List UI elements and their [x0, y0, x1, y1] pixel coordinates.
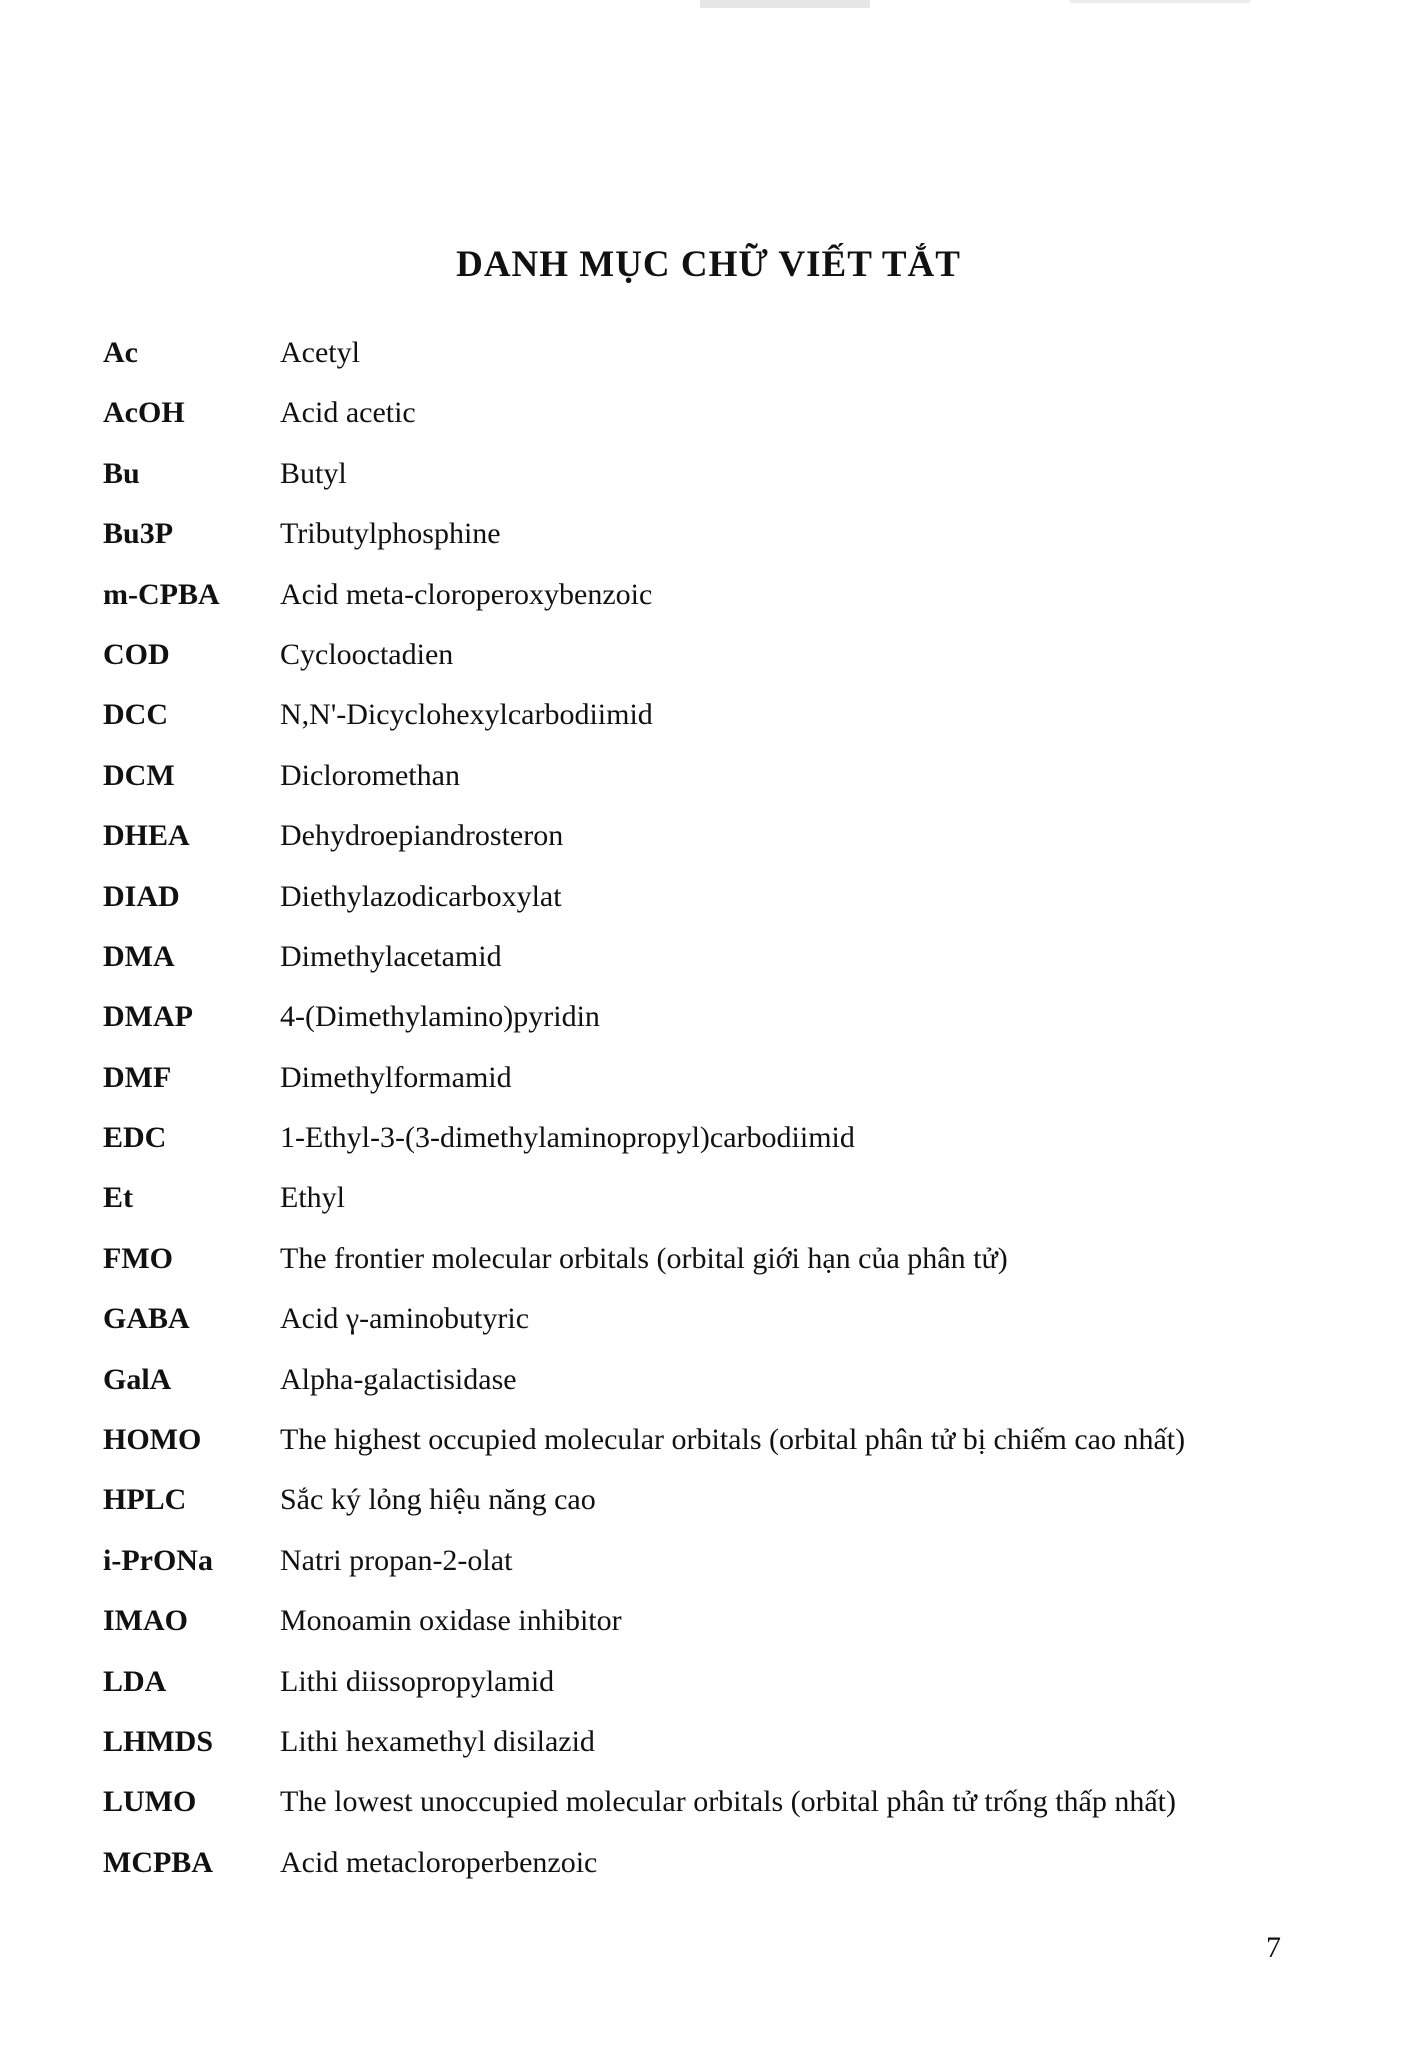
definition: Acid γ-aminobutyric — [280, 1302, 530, 1336]
definition: Alpha-galactisidase — [280, 1362, 517, 1396]
definition: Dimethylformamid — [280, 1060, 512, 1094]
list-item — [103, 1662, 1333, 1722]
page-number: 7 — [1266, 1931, 1281, 1964]
abbreviation: LHMDS — [103, 1724, 214, 1758]
list-item — [103, 1360, 1333, 1420]
definition: Dicloromethan — [280, 758, 460, 792]
abbreviation: LUMO — [103, 1785, 197, 1819]
definition: 4-(Dimethylamino)pyridin — [280, 1000, 600, 1034]
list-item — [103, 1722, 1333, 1782]
abbreviation: DMA — [103, 939, 175, 973]
definition: Lithi hexamethyl disilazid — [280, 1724, 595, 1758]
scan-artifact — [700, 0, 870, 8]
definition: The highest occupied molecular orbitals (orbital phân tử bị chiếm cao nhất) — [280, 1423, 1186, 1457]
definition: Sắc ký lỏng hiệu năng cao — [280, 1483, 596, 1517]
abbreviation: Ac — [103, 336, 138, 369]
abbreviation: GalA — [103, 1362, 172, 1396]
abbreviation-list — [103, 333, 1333, 1903]
abbreviation: FMO — [103, 1241, 173, 1275]
definition: 1-Ethyl-3-(3-dimethylaminopropyl)carbodiimid — [280, 1121, 855, 1155]
page-title: DANH MỤC CHỮ VIẾT TẮT — [456, 243, 961, 285]
abbreviation: DCC — [103, 698, 168, 732]
abbreviation: Bu3P — [103, 517, 174, 551]
definition: Tributylphosphine — [280, 517, 501, 551]
list-item — [103, 1239, 1333, 1299]
definition: Monoamin oxidase inhibitor — [280, 1604, 622, 1638]
list-item — [103, 393, 1333, 453]
list-item — [103, 514, 1333, 574]
abbreviation: MCPBA — [103, 1845, 213, 1879]
definition: The frontier molecular orbitals (orbital giới hạn của phân tử) — [280, 1241, 1008, 1275]
abbreviation: LDA — [103, 1664, 167, 1698]
definition: The lowest unoccupied molecular orbitals (orbital phân tử trống thấp nhất) — [280, 1785, 1177, 1819]
list-item — [103, 1118, 1333, 1178]
abbreviation: HOMO — [103, 1423, 202, 1457]
list-item — [103, 816, 1333, 876]
definition: Natri propan-2-olat — [280, 1543, 513, 1577]
abbreviation: DCM — [103, 758, 175, 792]
scan-artifact — [1070, 0, 1250, 3]
abbreviation: EDC — [103, 1121, 167, 1155]
abbreviation: HPLC — [103, 1483, 187, 1517]
definition: Acid metacloroperbenzoic — [280, 1845, 598, 1879]
list-item — [103, 997, 1333, 1057]
abbreviation: GABA — [103, 1302, 190, 1336]
abbreviation: AcOH — [103, 396, 185, 430]
list-item — [103, 333, 1333, 393]
definition: Dehydroepiandrosteron — [280, 819, 564, 853]
abbreviation: m-CPBA — [103, 577, 220, 611]
list-item — [103, 877, 1333, 937]
definition: Ethyl — [280, 1181, 345, 1215]
list-item — [103, 1601, 1333, 1661]
definition: Diethylazodicarboxylat — [280, 879, 562, 913]
definition: Acid meta-cloroperoxybenzoic — [280, 577, 653, 611]
abbreviation: Et — [103, 1181, 133, 1215]
abbreviation: COD — [103, 637, 170, 671]
list-item — [103, 575, 1333, 635]
abbreviation: DIAD — [103, 879, 180, 913]
abbreviation: Bu — [103, 456, 140, 490]
list-item — [103, 1843, 1333, 1903]
definition: Cyclooctadien — [280, 637, 454, 671]
definition: Acid acetic — [280, 396, 416, 430]
list-item — [103, 1480, 1333, 1540]
abbreviation: DMF — [103, 1060, 172, 1094]
definition: Dimethylacetamid — [280, 939, 502, 973]
list-item — [103, 635, 1333, 695]
list-item — [103, 756, 1333, 816]
list-item — [103, 1178, 1333, 1238]
definition: Butyl — [280, 456, 347, 490]
definition: N,N'-Dicyclohexylcarbodiimid — [280, 698, 653, 732]
list-item — [103, 1782, 1333, 1842]
list-item — [103, 1299, 1333, 1359]
definition: Acetyl — [280, 336, 360, 369]
list-item — [103, 454, 1333, 514]
abbreviation: DHEA — [103, 819, 190, 853]
abbreviation: IMAO — [103, 1604, 188, 1638]
list-item — [103, 1058, 1333, 1118]
abbreviation: i-PrONa — [103, 1543, 213, 1577]
list-item — [103, 1541, 1333, 1601]
list-item — [103, 1420, 1333, 1480]
list-item — [103, 695, 1333, 755]
list-item — [103, 937, 1333, 997]
abbreviation: DMAP — [103, 1000, 193, 1034]
definition: Lithi diissopropylamid — [280, 1664, 555, 1698]
